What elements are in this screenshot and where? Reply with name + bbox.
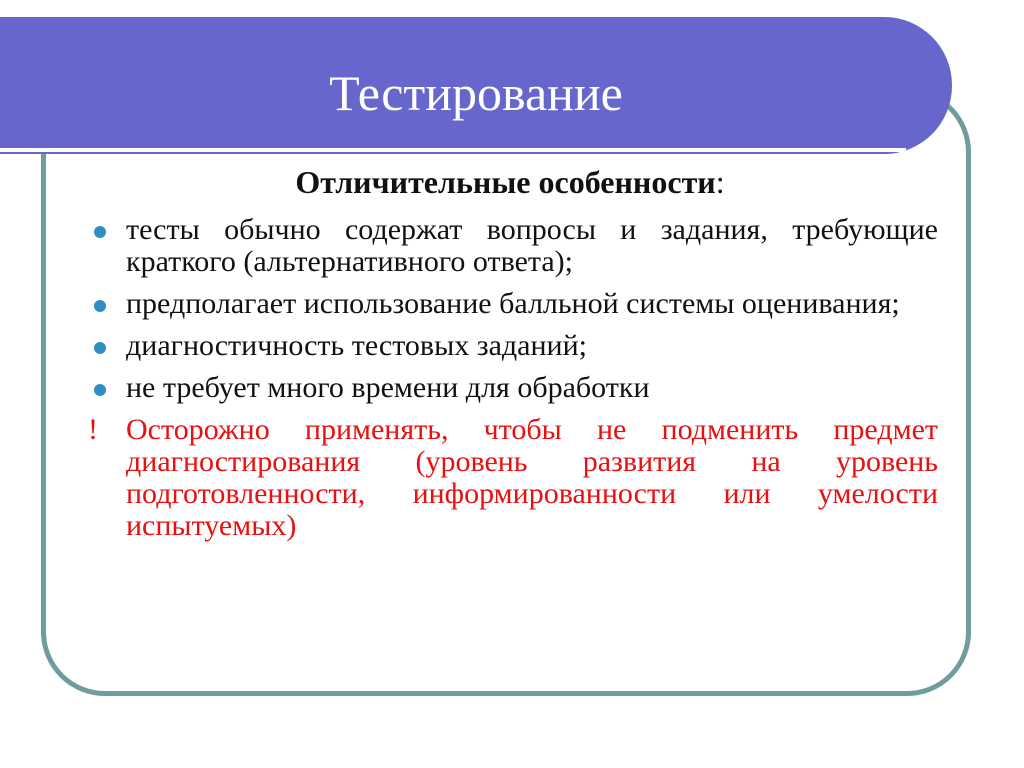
subtitle [80,160,940,204]
bullet-text: диагностичность тестовых заданий; [126,329,587,362]
bullet-list [88,214,938,542]
bullet-text: предполагает использование балльной системы оценивания; [126,287,900,320]
bullet-item [88,330,938,362]
slide-title: Тестирование [329,65,623,121]
bullet-item [88,372,938,404]
bullet-dot-icon [94,384,106,396]
warning-text: Осторожно применять, чтобы не подменить предмет диагностирования (уровень развития на уровень подготовленности, информированности или умелости испытуемых) [126,413,938,542]
bullet-text: тесты обычно содержат вопросы и задания, требующие краткого (альтернативного ответа); [126,213,938,278]
bullet-dot-icon [94,300,106,312]
warning-note [88,414,938,542]
bullet-dot-icon [94,226,106,238]
subtitle-colon: : [715,164,725,200]
bullet-text: не требует много времени для обработки [126,371,650,404]
bullet-dot-icon [94,342,106,354]
bullet-item [88,288,938,320]
title-underline [0,148,906,152]
bullet-item [88,214,938,278]
title-bar [0,17,952,154]
exclamation-icon: ! [88,413,98,446]
subtitle-text: Отличительные особенности [295,164,716,200]
